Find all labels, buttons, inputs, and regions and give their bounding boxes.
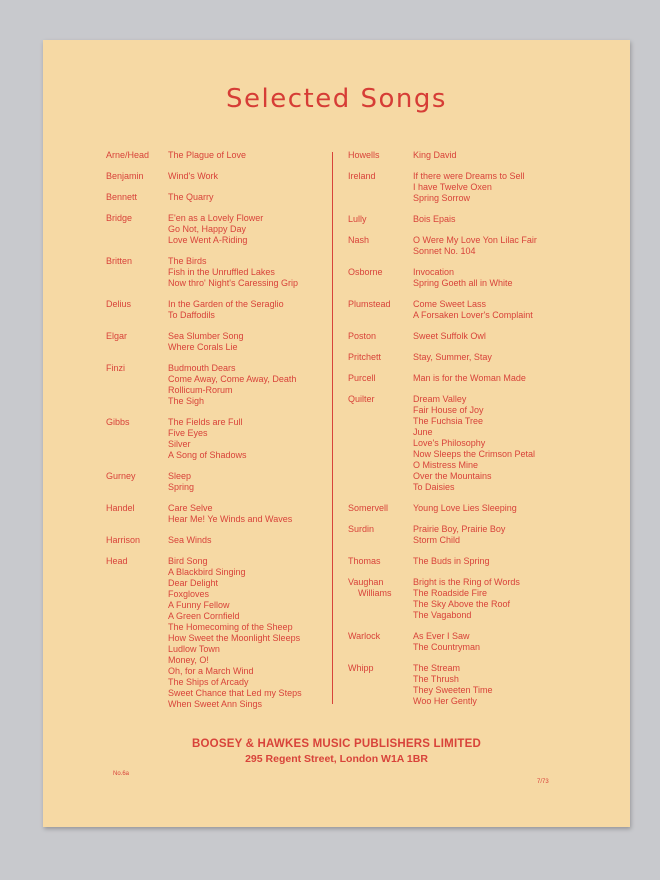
column-divider <box>332 152 333 704</box>
song-title: To Daffodils <box>168 310 215 320</box>
composer-name-line: Gurney <box>106 471 136 481</box>
song-title: Dream Valley <box>413 394 467 404</box>
left-column-entry <box>106 556 302 710</box>
song-title: Dear Delight <box>168 578 219 588</box>
song-list <box>168 256 302 289</box>
song-list <box>413 631 537 653</box>
song-list <box>168 331 302 353</box>
composer-name-line: Surdin <box>348 524 375 534</box>
composer-name <box>106 535 168 546</box>
song-list <box>168 535 302 546</box>
composer-name <box>348 556 408 567</box>
song-title: Young Love Lies Sleeping <box>413 503 517 513</box>
song-title: How Sweet the Moonlight Sleeps <box>168 633 301 643</box>
left-column-entry <box>106 503 302 525</box>
song-title: The Sigh <box>168 396 205 406</box>
song-title: The Roadside Fire <box>413 588 488 598</box>
song-title: Spring Sorrow <box>413 193 471 203</box>
page-title: Selected Songs <box>226 84 447 114</box>
song-title: Go Not, Happy Day <box>168 224 247 234</box>
song-title: If there were Dreams to Sell <box>413 171 525 181</box>
song-title: The Ships of Arcady <box>168 677 249 687</box>
song-list <box>168 171 302 182</box>
song-title: Come Sweet Lass <box>413 299 487 309</box>
composer-name <box>106 363 168 374</box>
song-title: O Were My Love Yon Lilac Fair <box>413 235 537 245</box>
publisher-name: BOOSEY & HAWKES MUSIC PUBLISHERS LIMITED <box>192 738 481 750</box>
composer-name-line: Britten <box>106 256 133 266</box>
composer-name-line: Elgar <box>106 331 128 341</box>
composer-name-line: Thomas <box>348 556 381 566</box>
composer-name-line: Williams <box>358 588 392 598</box>
song-title: As Ever I Saw <box>413 631 470 641</box>
song-title: Love's Philosophy <box>413 438 486 448</box>
composer-name <box>348 394 408 405</box>
song-title: Hear Me! Ye Winds and Waves <box>168 514 293 524</box>
song-title: Foxgloves <box>168 589 210 599</box>
song-title: They Sweeten Time <box>413 685 493 695</box>
song-list <box>413 556 537 567</box>
song-title: In the Garden of the Seraglio <box>168 299 284 309</box>
composer-name-line: Ireland <box>348 171 376 181</box>
song-list <box>413 299 537 321</box>
left-column-entry <box>106 171 302 182</box>
left-column-entry <box>106 363 302 407</box>
left-column-entry <box>106 535 302 546</box>
composer-name-line: Benjamin <box>106 171 144 181</box>
right-column-entry <box>348 577 537 621</box>
composer-name <box>106 192 168 203</box>
composer-name-line: Lully <box>348 214 367 224</box>
catalog-number: No.6a <box>113 771 130 777</box>
left-column-entry <box>106 299 302 321</box>
song-list <box>413 214 537 225</box>
song-title: Invocation <box>413 267 455 277</box>
song-title: Sea Slumber Song <box>168 331 244 341</box>
song-title: Over the Mountains <box>413 471 492 481</box>
song-title: The Buds in Spring <box>413 556 490 566</box>
composer-name-line: Poston <box>348 331 377 341</box>
song-list <box>168 363 302 407</box>
song-title: When Sweet Ann Sings <box>168 699 263 709</box>
right-column-entry <box>348 373 537 384</box>
composer-name <box>348 214 408 225</box>
song-title: O Mistress Mine <box>413 460 479 470</box>
song-title: The Birds <box>168 256 207 266</box>
right-column-entry <box>348 503 537 514</box>
right-column-entry <box>348 394 537 493</box>
song-title: Oh, for a March Wind <box>168 666 254 676</box>
song-list <box>168 503 302 525</box>
catalog-sheet <box>43 40 630 827</box>
song-title: Sweet Chance that Led my Steps <box>168 688 302 698</box>
song-title: A Funny Fellow <box>168 600 230 610</box>
song-title: Now thro' Night's Caressing Grip <box>168 278 298 288</box>
song-title: The Stream <box>413 663 461 673</box>
song-list <box>168 556 302 710</box>
right-column-entry <box>348 299 537 321</box>
right-column-entry <box>348 171 537 204</box>
composer-name-line: Gibbs <box>106 417 130 427</box>
composer-name <box>348 331 408 342</box>
composer-name-line: Somervell <box>348 503 389 513</box>
composer-name <box>106 556 168 567</box>
song-title: Care Selve <box>168 503 213 513</box>
right-column-entry <box>348 331 537 342</box>
composer-name-line: Bridge <box>106 213 133 223</box>
song-title: Bird Song <box>168 556 208 566</box>
left-column-entry <box>106 471 302 493</box>
composer-name-line: Osborne <box>348 267 383 277</box>
composer-name <box>106 171 168 182</box>
left-song-column <box>106 150 302 710</box>
song-title: Five Eyes <box>168 428 208 438</box>
composer-name <box>348 373 408 384</box>
song-list <box>413 577 537 621</box>
composer-name <box>106 417 168 428</box>
song-title: Fish in the Unruffled Lakes <box>168 267 275 277</box>
composer-name-line: Vaughan <box>348 577 384 587</box>
song-title: A Blackbird Singing <box>168 567 246 577</box>
composer-name <box>348 299 408 310</box>
song-title: Budmouth Dears <box>168 363 236 373</box>
right-column-entry <box>348 235 537 257</box>
song-title: The Plague of Love <box>168 150 247 160</box>
composer-name <box>106 331 168 342</box>
song-title: Sleep <box>168 471 192 481</box>
composer-name-line: Arne/Head <box>106 150 150 160</box>
song-title: Fair House of Joy <box>413 405 484 415</box>
composer-name <box>348 352 408 363</box>
song-title: June <box>413 427 433 437</box>
left-column-entry <box>106 417 302 461</box>
song-title: To Daisies <box>413 482 455 492</box>
song-title: Spring Goeth all in White <box>413 278 513 288</box>
song-title: Woo Her Gently <box>413 696 477 706</box>
song-list <box>168 150 302 161</box>
song-list <box>168 299 302 321</box>
composer-name-line: Quilter <box>348 394 375 404</box>
song-list <box>168 417 302 461</box>
right-column-entry <box>348 214 537 225</box>
composer-name-line: Nash <box>348 235 370 245</box>
song-list <box>413 331 537 342</box>
song-title: Bright is the Ring of Words <box>413 577 520 587</box>
song-title: The Thrush <box>413 674 459 684</box>
composer-name <box>348 503 408 514</box>
left-column-entry <box>106 192 302 203</box>
song-title: Where Corals Lie <box>168 342 238 352</box>
composer-name-line: Finzi <box>106 363 126 373</box>
composer-name <box>106 150 168 161</box>
song-title: The Homecoming of the Sheep <box>168 622 293 632</box>
song-title: A Green Cornfield <box>168 611 240 621</box>
composer-name-line: Whipp <box>348 663 374 673</box>
song-title: Stay, Summer, Stay <box>413 352 492 362</box>
song-title: Sea Winds <box>168 535 212 545</box>
song-title: Silver <box>168 439 191 449</box>
song-title: The Vagabond <box>413 610 472 620</box>
right-column-entry <box>348 631 537 653</box>
left-column-entry <box>106 150 302 161</box>
song-list <box>413 503 537 514</box>
composer-name <box>348 524 408 535</box>
composer-name <box>348 150 408 161</box>
song-title: Rollicum-Rorum <box>168 385 233 395</box>
composer-name <box>106 213 168 224</box>
composer-name-line: Plumstead <box>348 299 391 309</box>
song-title: Prairie Boy, Prairie Boy <box>413 524 506 534</box>
composer-name <box>106 256 168 267</box>
right-column-entry <box>348 663 537 707</box>
right-song-column <box>348 150 537 707</box>
song-list <box>413 150 537 161</box>
composer-name-line: Delius <box>106 299 132 309</box>
composer-name-line: Handel <box>106 503 135 513</box>
song-title: The Fields are Full <box>168 417 243 427</box>
composer-name <box>106 503 168 514</box>
song-title: Money, O! <box>168 655 209 665</box>
song-title: Come Away, Come Away, Death <box>168 374 297 384</box>
song-title: Now Sleeps the Crimson Petal <box>413 449 536 459</box>
song-title: The Quarry <box>168 192 214 202</box>
song-title: Love Went A-Riding <box>168 235 248 245</box>
composer-name <box>348 171 408 182</box>
right-column-entry <box>348 150 537 161</box>
song-title: Spring <box>168 482 195 492</box>
composer-name-line: Howells <box>348 150 380 160</box>
song-title: Sweet Suffolk Owl <box>413 331 486 341</box>
left-column-entry <box>106 213 302 246</box>
song-list <box>168 471 302 493</box>
song-list <box>413 394 537 493</box>
composer-name-line: Pritchett <box>348 352 382 362</box>
left-column-entry <box>106 331 302 353</box>
composer-name <box>348 267 408 278</box>
song-title: Bois Epais <box>413 214 456 224</box>
song-list <box>413 235 537 257</box>
right-column-entry <box>348 267 537 289</box>
song-title: A Forsaken Lover's Complaint <box>413 310 533 320</box>
song-title: King David <box>413 150 457 160</box>
composer-name-line: Warlock <box>348 631 381 641</box>
composer-name-line: Bennett <box>106 192 138 202</box>
song-title: The Countryman <box>413 642 481 652</box>
song-list <box>168 213 302 246</box>
song-title: E'en as a Lovely Flower <box>168 213 264 223</box>
right-column-entry <box>348 556 537 567</box>
composer-name <box>348 577 408 599</box>
composer-name <box>348 663 408 674</box>
composer-name <box>348 235 408 246</box>
song-list <box>413 373 537 384</box>
song-list <box>413 663 537 707</box>
right-column-entry <box>348 524 537 546</box>
song-title: Ludlow Town <box>168 644 220 654</box>
composer-name-line: Purcell <box>348 373 376 383</box>
right-column-entry <box>348 352 537 363</box>
song-title: Sonnet No. 104 <box>413 246 476 256</box>
composer-name <box>106 471 168 482</box>
song-title: Man is for the Woman Made <box>413 373 526 383</box>
date-code: 7/73 <box>537 779 549 785</box>
song-list <box>413 171 537 204</box>
song-title: The Sky Above the Roof <box>413 599 511 609</box>
song-title: I have Twelve Oxen <box>413 182 492 192</box>
left-column-entry <box>106 256 302 289</box>
composer-name-line: Head <box>106 556 128 566</box>
song-list <box>413 524 537 546</box>
song-title: A Song of Shadows <box>168 450 247 460</box>
song-list <box>413 267 537 289</box>
composer-name-line: Harrison <box>106 535 141 545</box>
song-title: Storm Child <box>413 535 461 545</box>
composer-name <box>348 631 408 642</box>
song-list <box>413 352 537 363</box>
song-title: Wind's Work <box>168 171 219 181</box>
composer-name <box>106 299 168 310</box>
song-list <box>168 192 302 203</box>
song-title: The Fuchsia Tree <box>413 416 484 426</box>
publisher-address: 295 Regent Street, London W1A 1BR <box>245 753 428 765</box>
